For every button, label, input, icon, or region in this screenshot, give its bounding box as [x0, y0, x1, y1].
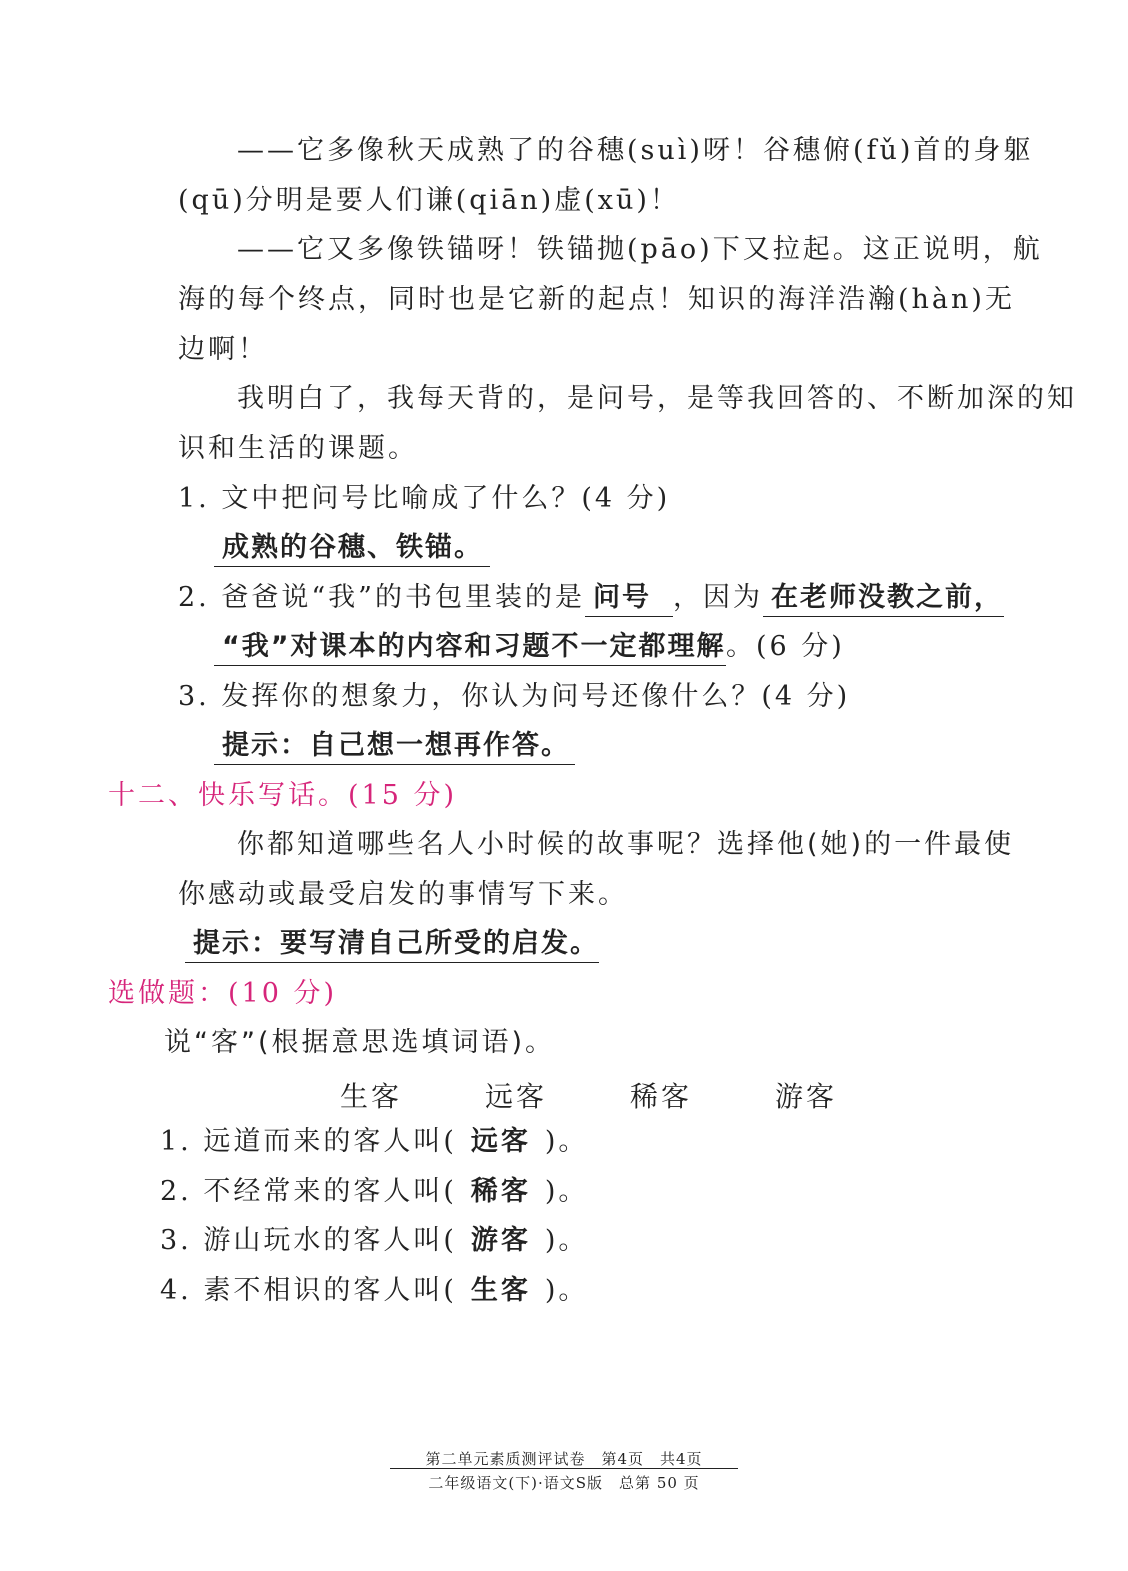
optional-title: 选做题： [108, 978, 228, 1009]
optional-item-answer: 生客 [470, 1275, 531, 1306]
optional-item-prefix: 3. 游山玩水的客人叫( [160, 1225, 457, 1256]
optional-item-prefix: 1. 远道而来的客人叫( [160, 1126, 457, 1157]
optional-item-answer: 稀客 [470, 1176, 531, 1207]
question-2-suffix: 。(6 分) [726, 631, 845, 662]
question-1: 1. 文中把问号比喻成了什么？(4 分) [178, 483, 671, 514]
passage-line-2: (qū)分明是要人们谦(qiān)虚(xū)！ [178, 185, 680, 216]
question-2-middle: ，因为 [672, 582, 763, 613]
optional-item-3 [160, 1223, 588, 1259]
optional-item-1 [160, 1124, 588, 1160]
question-3-answer: 提示：自己想一想再作答。 [214, 728, 575, 765]
question-3-answer-line [214, 728, 575, 765]
optional-item-answer: 远客 [470, 1126, 531, 1157]
footer-line-1: 第二单元素质测评试卷 第4页 共4页 [425, 1450, 703, 1468]
passage-line-6: 我明白了，我每天背的，是问号，是等我回答的、不断加深的知 [237, 383, 1077, 414]
optional-heading [108, 976, 337, 1012]
question-2-blank-3: “我”对课本的内容和习题不一定都理解 [214, 629, 726, 666]
question-1-answer-line [214, 530, 490, 567]
question-2-blank-1: 问号 [585, 580, 673, 617]
optional-item-4 [160, 1273, 588, 1309]
optional-item-prefix: 4. 素不相识的客人叫( [160, 1275, 457, 1306]
section-12-answer: 提示：要写清自己所受的启发。 [185, 926, 599, 963]
section-12-title: 十二、快乐写话。 [108, 780, 348, 811]
optional-item-answer: 游客 [470, 1225, 531, 1256]
section-12-line-1: 你都知道哪些名人小时候的故事呢？选择他(她)的一件最使 [237, 829, 1015, 860]
optional-instruction: 说“客”(根据意思选填词语)。 [164, 1027, 556, 1058]
word-bank [340, 1075, 920, 1115]
optional-points: (10 分) [228, 978, 338, 1009]
section-12-line-2: 你感动或最受启发的事情写下来。 [178, 879, 628, 910]
passage-line-4: 海的每个终点，同时也是它新的起点！知识的海洋浩瀚(hàn)无 [178, 284, 1015, 315]
question-2 [178, 580, 1004, 617]
optional-item-suffix: )。 [544, 1225, 589, 1256]
footer-line-2: 二年级语文(下)·语文S版 总第 50 页 [428, 1474, 700, 1492]
footer-divider [390, 1468, 738, 1469]
optional-item-2 [160, 1174, 588, 1210]
optional-item-suffix: )。 [544, 1275, 589, 1306]
section-12-heading [108, 778, 457, 814]
passage-line-1: ——它多像秋天成熟了的谷穗(suì)呀！谷穗俯(fǔ)首的身躯 [237, 135, 1034, 166]
passage-line-5: 边啊！ [178, 334, 268, 365]
section-12-answer-line [185, 926, 599, 963]
question-2-prefix: 2. 爸爸说“我”的书包里装的是 [178, 582, 585, 613]
question-3: 3. 发挥你的想象力，你认为问号还像什么？(4 分) [178, 681, 851, 712]
optional-item-suffix: )。 [544, 1176, 589, 1207]
optional-item-prefix: 2. 不经常来的客人叫( [160, 1176, 457, 1207]
section-12-points: (15 分) [348, 780, 458, 811]
word-bank-item: 游客 [775, 1080, 838, 1113]
passage-line-3: ——它又多像铁锚呀！铁锚抛(pāo)下又拉起。这正说明，航 [237, 234, 1043, 265]
question-2-continued [214, 629, 845, 666]
word-bank-item: 远客 [485, 1080, 548, 1113]
word-bank-item: 稀客 [630, 1080, 693, 1113]
passage-line-7: 识和生活的课题。 [178, 433, 418, 464]
word-bank-item: 生客 [340, 1080, 403, 1113]
optional-item-suffix: )。 [544, 1126, 589, 1157]
question-2-blank-2: 在老师没教之前， [763, 580, 1004, 617]
question-1-answer: 成熟的谷穗、铁锚。 [214, 530, 490, 567]
